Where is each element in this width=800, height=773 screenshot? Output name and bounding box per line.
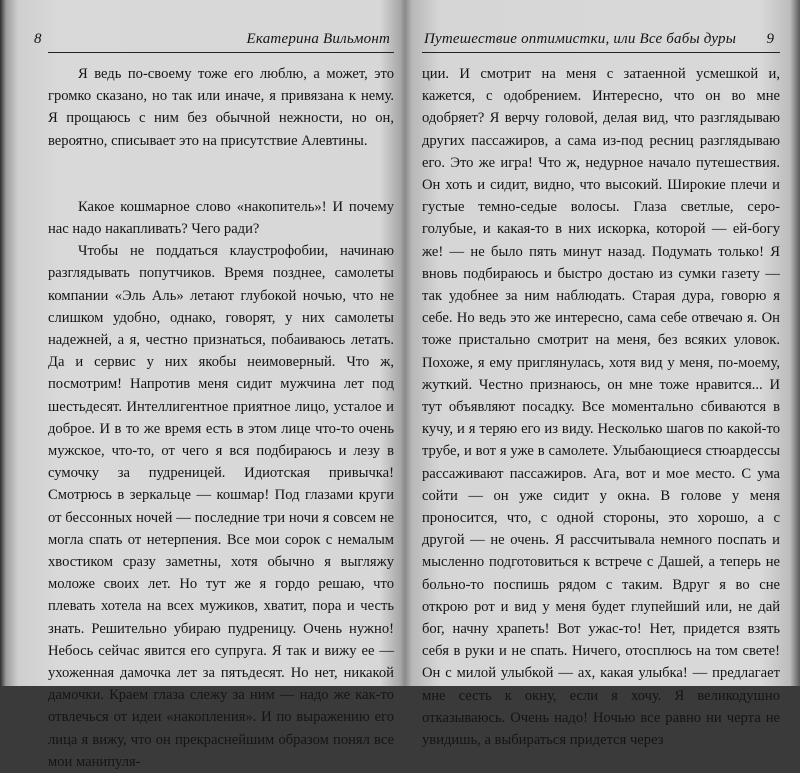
left-page-header [34, 30, 394, 53]
left-running-head: Екатерина Вильмонт [246, 31, 390, 47]
left-page-number: 8 [34, 31, 42, 47]
paragraph: Чтобы не поддаться клаустрофобии, начинаю разглядывать попутчиков. Время позднее, самолеты компании «Эль Аль» летают глубокой ночью, что не слишком удобно, однако, говорят, у них самолеты надежней, а я, честно признаться, побаиваюсь летать. Да и сервис у них якобы неимоверный. Что ж, посмотрим! Напротив меня сидит мужчина лет под шестьдесят. Интеллигентное приятное лицо, усталое и доброе. И в то же время есть в этом лице что-то очень мужское, что-то, от чего я вся подбираюсь и лезу в сумочку за пудреницей. Идиотская привычка! Смотрюсь в зеркальце — кошмар! Под глазами круги от бессонных ночей — последние три ночи я совсем не могла спать от нетерпения. Все мои сорок с немалым хвостиком сразу заметны, хотя обычно я выгляжу моложе своих лет. Но тут же я гордо решаю, что плевать хотела на всех мужиков, хватит, пора и честь знать. Решительно убираю пудреницу. Очень нужно! Небось сейчас явится его супруга. Я так и вижу ее — ухоженная дамочка лет за пятьдесят. Но нет, никакой дамочки. Краем глаза слежу за ним — надо же как-то отвлечься от идеи «накопления». И по выражению его лица я вижу, что он прекраснейшим образом понял все мои манипуля- [48, 243, 394, 770]
right-page [404, 0, 800, 749]
section-gap [48, 152, 394, 196]
right-page-number: 9 [766, 31, 774, 47]
right-running-head: Путешествие оптимистки, или Все бабы дуры [424, 31, 737, 47]
paragraph: Я ведь по-своему тоже его люблю, а может, это громко сказано, но так или иначе, я привязана к нему. Я прощаюсь с ним без обычной нежности, но он, вероятно, списывает это на присутствие Алевтины. [48, 66, 394, 149]
paragraph: ции. И смотрит на меня с затаенной усмешкой и, кажется, с одобрением. Интересно, что он во мне одобряет? Я верчу головой, делая вид, что разглядываю других пассажиров, а сама из-под ресниц разглядываю его. Это же игра! Что ж, недурное начало путешествия. Он хоть и сидит, видно, что высокий. Широкие плечи и густые темно-седые волосы. Глаза светлые, серо-голубые, и какая-то в них искорка, которой — ей-богу же! — не было пять минут назад. Подумать только! Я вновь подбираюсь и быстро достаю из сумки газету — так удобнее за ним наблюдать. Старая дура, говорю я себе. Но ведь это же интересно, сама себе отвечаю я. Он тоже пристально смотрит на меня, без всяких уловок. Похоже, я ему приглянулась, хотя вид у меня, по-моему, жуткий. Честно признаюсь, он мне тоже нравится... И тут объявляют посадку. Все моментально сбиваются в кучу, и я теряю его из виду. Несколько шагов по какой-то трубе, и вот я уже в самолете. Улыбающиеся стюардессы рассаживают пассажиров. Ага, вот и мое место. С ума сойти — он уже сидит у окна. В голове у меня проносится, что, с одной стороны, это хорошо, а с другой — не очень. Я рассчитывала немного поспать и мысленно подготовиться к встрече с Дашей, а теперь не больно-то поспишь рядом с таким. Вдруг я во сне открою рот и вид у меня будет глупейший или, не дай бог, начну храпеть! Вот ужас-то! Нет, придется взять себя в руки и не спать. Ничего, отосплюсь на том свете! Он с милой улыбкой — ах, какая улыбка! — предлагает мне сесть к окну, если я хочу. Я великодушно отказываюсь. Очень надо! Ночью все равно ни черта не увидишь, а выбираться придется через [422, 66, 780, 749]
paragraph: Какое кошмарное слово «накопитель»! И почему нас надо накапливать? Чего ради? [48, 198, 394, 238]
right-page-header [422, 30, 780, 53]
left-page-text [48, 63, 394, 773]
right-page-text [422, 63, 780, 751]
